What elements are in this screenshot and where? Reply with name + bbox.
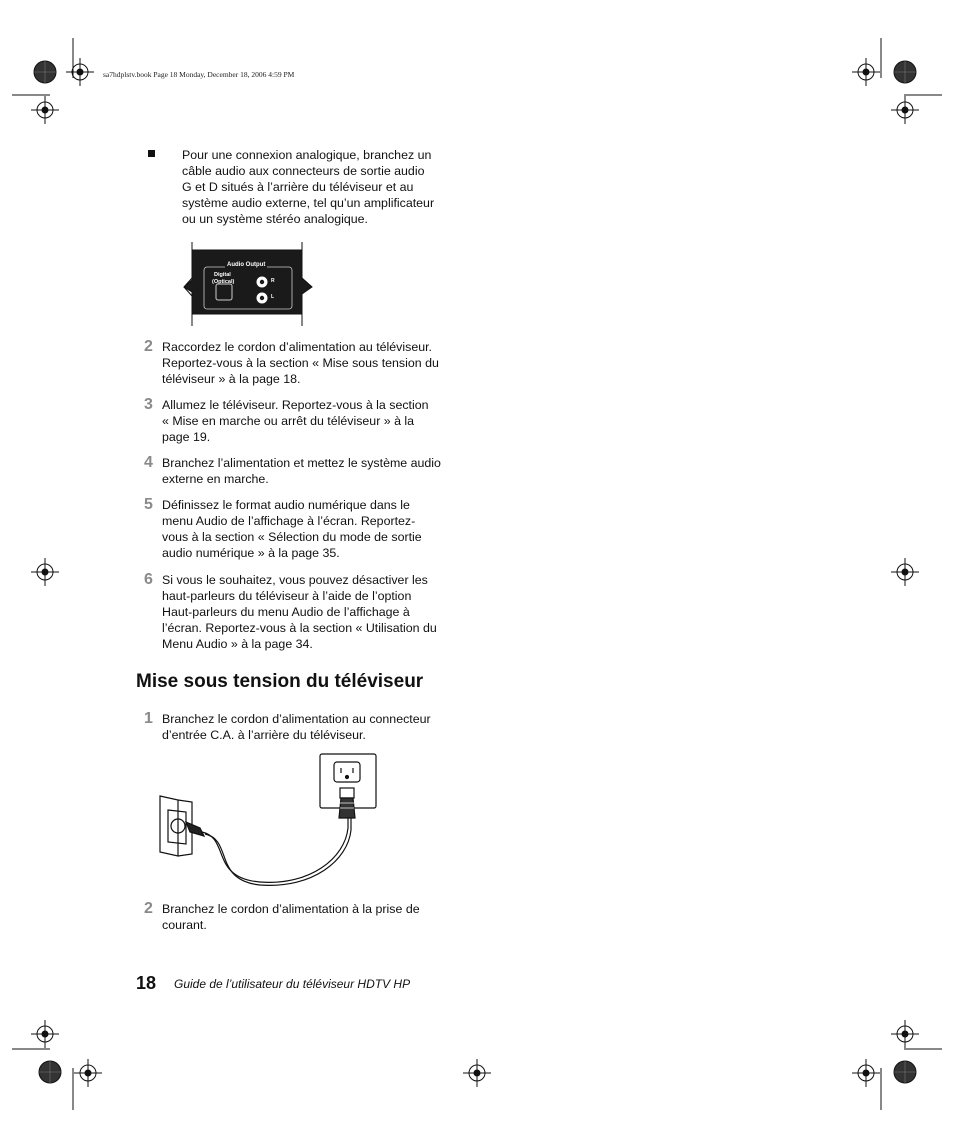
audio-panel-title: Audio Output [227,262,266,268]
text-line: ou un système stéréo analogique. [182,212,368,226]
text-line: menu Audio de l’affichage à l’écran. Reportez- [162,514,416,528]
digital-label: Digital [214,272,231,278]
text-line: l’écran. Reportez-vous à la section « Utilisation du [162,621,437,635]
text-line: Si vous le souhaitez, vous pouvez désactiver les [162,573,428,587]
text-line: externe en marche. [162,472,269,486]
text-line: page 19. [162,430,211,444]
text-line: haut-parleurs du téléviseur à l’aide de l’option [162,589,412,603]
text-line: téléviseur » à la page 18. [162,372,301,386]
text-line: vous à la section « Sélection du mode de sortie [162,530,422,544]
step-text [162,711,431,743]
step-text [162,901,420,933]
step-number: 2 [144,900,153,917]
page-number: 18 [136,973,157,993]
right-channel-label: R [271,278,275,284]
step-number: 3 [144,396,153,413]
step-item [144,397,474,455]
step-item [144,497,474,572]
bullet-paragraph [182,147,434,227]
step-text [162,497,422,561]
text-line: Branchez le cordon d’alimentation au connecteur [162,712,431,726]
bullet-square [148,150,155,157]
running-footer: Guide de l’utilisateur du téléviseur HDTV HP [174,977,411,991]
text-line: d’entrée C.A. à l’arrière du téléviseur. [162,728,366,742]
left-channel-label: L [271,294,275,300]
step-item [144,711,474,747]
section-heading: Mise sous tension du téléviseur [136,671,424,692]
step-number: 5 [144,496,153,513]
text-line: Branchez l’alimentation et mettez le système audio [162,456,441,470]
audio-panel-drawing [182,242,317,330]
text-line: Définissez le format audio numérique dans le [162,498,410,512]
step-item [144,572,474,654]
power-cord-drawing [150,748,385,888]
power-cord-illustration [150,748,385,888]
text-line: Menu Audio » à la page 34. [162,637,313,651]
step-text [162,339,439,387]
text-line: Allumez le téléviseur. Reportez-vous à la section [162,398,429,412]
print-slug-line: sa7hdplstv.book Page 18 Monday, December 18, 2006 4:59 PM [103,70,295,79]
text-line: Reportez-vous à la section « Mise sous tension du [162,356,439,370]
text-line: Branchez le cordon d’alimentation à la prise de [162,902,420,916]
step-text [162,455,441,487]
step-text [162,397,429,445]
audio-output-panel-illustration [182,242,317,330]
text-line: G et D situés à l’arrière du téléviseur et au [182,180,414,194]
text-line: système audio externe, tel qu’un amplificateur [182,196,435,210]
optical-label: (Optical) [212,279,235,285]
text-line: « Mise en marche ou arrêt du téléviseur » à la [162,414,415,428]
text-line: Haut-parleurs du menu Audio de l’affichage à [162,605,410,619]
text-line: Raccordez le cordon d’alimentation au téléviseur. [162,340,432,354]
step-text [162,572,437,652]
step-item [144,455,474,497]
text-line: courant. [162,918,207,932]
text-line: Pour une connexion analogique, branchez un [182,148,432,162]
text-line: câble audio aux connecteurs de sortie audio [182,164,425,178]
step-item [144,339,474,397]
step-number: 4 [144,454,153,471]
step-number: 2 [144,338,153,355]
step-item [144,901,474,937]
step-number: 1 [144,710,153,727]
step-list-audio [144,339,474,654]
step-number: 6 [144,571,153,588]
text-line: audio numérique » à la page 35. [162,546,340,560]
